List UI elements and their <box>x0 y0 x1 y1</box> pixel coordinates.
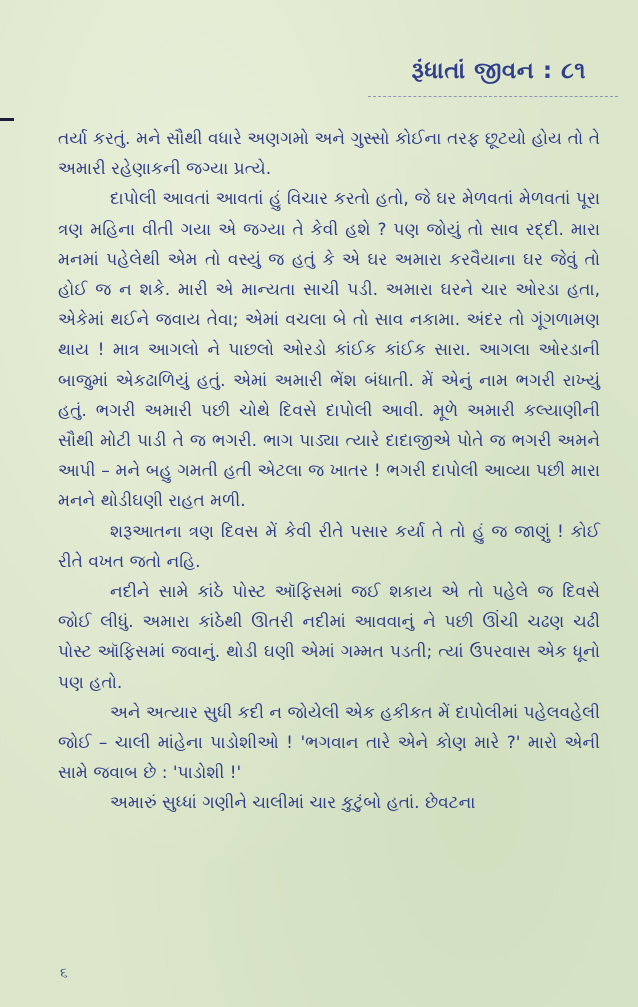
header-rule <box>368 96 618 97</box>
paragraph: નદીને સામે કાંઠે પોસ્ટ ઑફિસમાં જઈ શકાય એ તો પહેલે જ દિવસે જોઈ લીધું. અમારા કાંઠેથી ઊતરી નદીમાં આવવાનું ને પછી ઊંચી ચઢણ ચઢી પોસ્ટ ઑફિસમાં જવાનું. થોડી ઘણી એમાં ગમ્મત પડતી; ત્યાં ઉપરવાસ એક ધૂનો પણ હતો. <box>58 582 600 693</box>
paragraph: અમારું સુધ્ધાં ગણીને ચાલીમાં ચાર કુટુંબો હતાં. છેવટના <box>110 793 476 814</box>
page-number: ૬ <box>60 965 68 981</box>
body-text <box>58 124 600 819</box>
paragraph: તર્યા કરતું. મને સૌથી વધારે અણગમો અને ગુસ્સો કોઈના તરફ છૂટયો હોય તો તે અમારી રહેણાકની જગ્યા પ્રત્યે. <box>58 129 600 180</box>
margin-mark <box>0 118 14 121</box>
paragraph: અને અત્યાર સુધી કદી ન જોયેલી એક હકીકત મેં દાપોલીમાં પહેલવહેલી જોઈ – ચાલી માંહેના પાડોશીઓ ! 'ભગવાન તારે એને કોણ મારે ?' મારો એની સામે જવાબ છે : 'પાડોશી !' <box>58 702 600 784</box>
running-header: રૂંધાતાં જીવન : ૮૧ <box>411 58 586 84</box>
paragraph: દાપોલી આવતાં આવતાં હું વિચાર કરતો હતો, જે ઘર મેળવતાં મેળવતાં પૂરા ત્રણ મહિના વીતી ગયા એ જગ્યા તે કેવી હશે ? પણ જોયું તો સાવ રદ્દી. મારા મનમાં પહેલેથી એમ તો વસ્યું જ હતું કે એ ઘર અમારા કરવૈયાના ઘર જેવું તો હોઈ જ ન શકે. મારી એ માન્યતા સાચી પડી. અમારા ઘરને ચાર ઓરડા હતા, એકેમાં થઈને જવાય તેવા; એમાં વચલા બે તો સાવ નકામા. અંદર તો ગૂંગળામણ થાય ! માત્ર આગલો ને પાછલો ઓરડો કાંઈક કાંઈક સારા. આગલા ઓરડાની બાજુમાં એકઢાળિયું હતું. એમાં અમારી ભેંશ બંધાતી. મેં એનું નામ ભગરી રાખ્યું હતું. ભગરી અમારી પછી ચોથે દિવસે દાપોલી આવી. મૂળે અમારી કલ્યાણીની સૌથી મોટી પાડી તે જ ભગરી. ભાગ પાડ્યા ત્યારે દાદાજીએ પોતે જ ભગરી અમને આપી – મને બહુ ગમતી હતી એટલા જ ખાતર ! ભગરી દાપોલી આવ્યા પછી મારા મનને થોડીઘણી રાહત મળી. <box>58 189 600 512</box>
paragraph: શરૂઆતના ત્રણ દિવસ મેં કેવી રીતે પસાર કર્યા તે તો હું જ જાણું ! કોઈ રીતે વખત જતો નહિ. <box>58 521 600 572</box>
